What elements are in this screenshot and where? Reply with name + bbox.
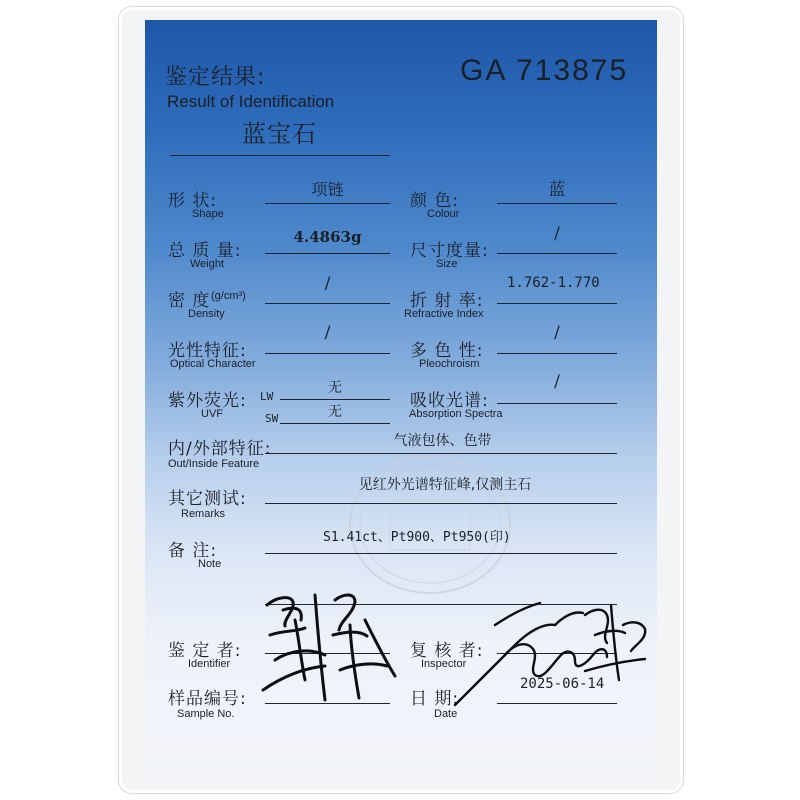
- note-label-en: Note: [198, 558, 222, 570]
- sample-no-label-en: Sample No.: [177, 708, 235, 720]
- absorption-line: [497, 403, 617, 404]
- refractive-index-value: 1.762-1.770: [507, 275, 600, 291]
- absorption-value: /: [554, 372, 560, 392]
- density-value: /: [324, 274, 331, 294]
- size-label: 尺寸度量:: [410, 241, 489, 261]
- optical-character-line: [265, 353, 390, 354]
- shape-label-en: Shape: [192, 208, 224, 220]
- refractive-index-line: [497, 303, 617, 304]
- refractive-index-label: 折 射 率:: [410, 291, 484, 311]
- title-zh: 鉴定结果:: [165, 65, 266, 90]
- optical-character-value: /: [324, 323, 331, 343]
- inspector-label: 复 核 者:: [410, 641, 484, 661]
- seal-watermark: [345, 450, 515, 600]
- shape-line: [265, 203, 390, 204]
- weight-label-en: Weight: [190, 258, 225, 270]
- pleochroism-value: /: [554, 323, 560, 343]
- date-value: 2025-06-14: [520, 676, 605, 692]
- absorption-label: 吸收光谱:: [410, 391, 489, 411]
- remarks-value: 见红外光谱特征峰,仅测主石: [358, 477, 532, 493]
- optical-character-label: 光性特征:: [168, 341, 247, 361]
- size-value: /: [554, 224, 560, 244]
- identifier-signature: [255, 580, 405, 710]
- inspector-label-en: Inspector: [421, 658, 467, 670]
- pleochroism-label-en: Pleochroism: [419, 358, 480, 370]
- title-en: Result of Identification: [167, 92, 335, 111]
- density-label-en: Density: [188, 308, 225, 320]
- refractive-index-label-en: Refractive Index: [404, 308, 484, 320]
- identification-card: [145, 20, 657, 780]
- density-unit: (g/cm³): [211, 290, 246, 302]
- pleochroism-line: [497, 353, 617, 354]
- feature-label: 内/外部特征:: [168, 439, 272, 459]
- optical-character-label-en: Optical Character: [170, 358, 256, 370]
- uvf-lw-line: [280, 399, 390, 400]
- remarks-label: 其它测试:: [168, 489, 247, 509]
- date-label-en: Date: [434, 708, 458, 720]
- date-label: 日 期:: [410, 689, 460, 709]
- size-label-en: Size: [436, 258, 458, 270]
- note-value: S1.41ct、Pt900、Pt950(印): [323, 530, 511, 545]
- uvf-label-en: UVF: [201, 408, 223, 420]
- uvf-sw-label: SW: [265, 412, 279, 425]
- serial-number: GA 713875: [460, 54, 629, 87]
- sample-no-label: 样品编号:: [168, 689, 247, 709]
- inspector-signature: [435, 585, 655, 715]
- result-value: 蓝宝石: [242, 120, 317, 148]
- colour-line: [497, 203, 617, 204]
- absorption-label-en: Absorption Spectra: [409, 408, 503, 420]
- uvf-label: 紫外荧光:: [168, 391, 247, 411]
- colour-label: 颜 色:: [410, 191, 460, 211]
- colour-value: 蓝: [548, 180, 566, 200]
- weight-value: 4.4863g: [293, 228, 362, 246]
- colour-label-en: Colour: [427, 208, 460, 220]
- weight-line: [265, 253, 390, 254]
- result-line: [170, 155, 390, 156]
- uvf-lw-value: 无: [328, 380, 342, 396]
- uvf-sw-value: 无: [328, 404, 342, 420]
- note-label: 备 注:: [168, 541, 218, 561]
- shape-label: 形 状:: [168, 191, 218, 211]
- remarks-label-en: Remarks: [181, 508, 226, 520]
- weight-label: 总 质 量:: [168, 241, 242, 261]
- note-line: [265, 553, 617, 554]
- shape-value: 项链: [311, 180, 344, 199]
- size-line: [497, 253, 617, 254]
- density-line: [265, 303, 390, 304]
- remarks-line: [265, 503, 617, 504]
- density-label: 密 度: [168, 291, 211, 311]
- identifier-label: 鉴 定 者:: [168, 641, 242, 661]
- pleochroism-label: 多 色 性:: [410, 341, 484, 361]
- uvf-sw-line: [280, 423, 390, 424]
- uvf-lw-label: LW: [260, 390, 274, 403]
- identifier-label-en: Identifier: [188, 658, 231, 670]
- feature-value: 气液包体、色带: [393, 433, 492, 449]
- feature-label-en: Out/Inside Feature: [168, 458, 260, 470]
- feature-line: [265, 453, 617, 454]
